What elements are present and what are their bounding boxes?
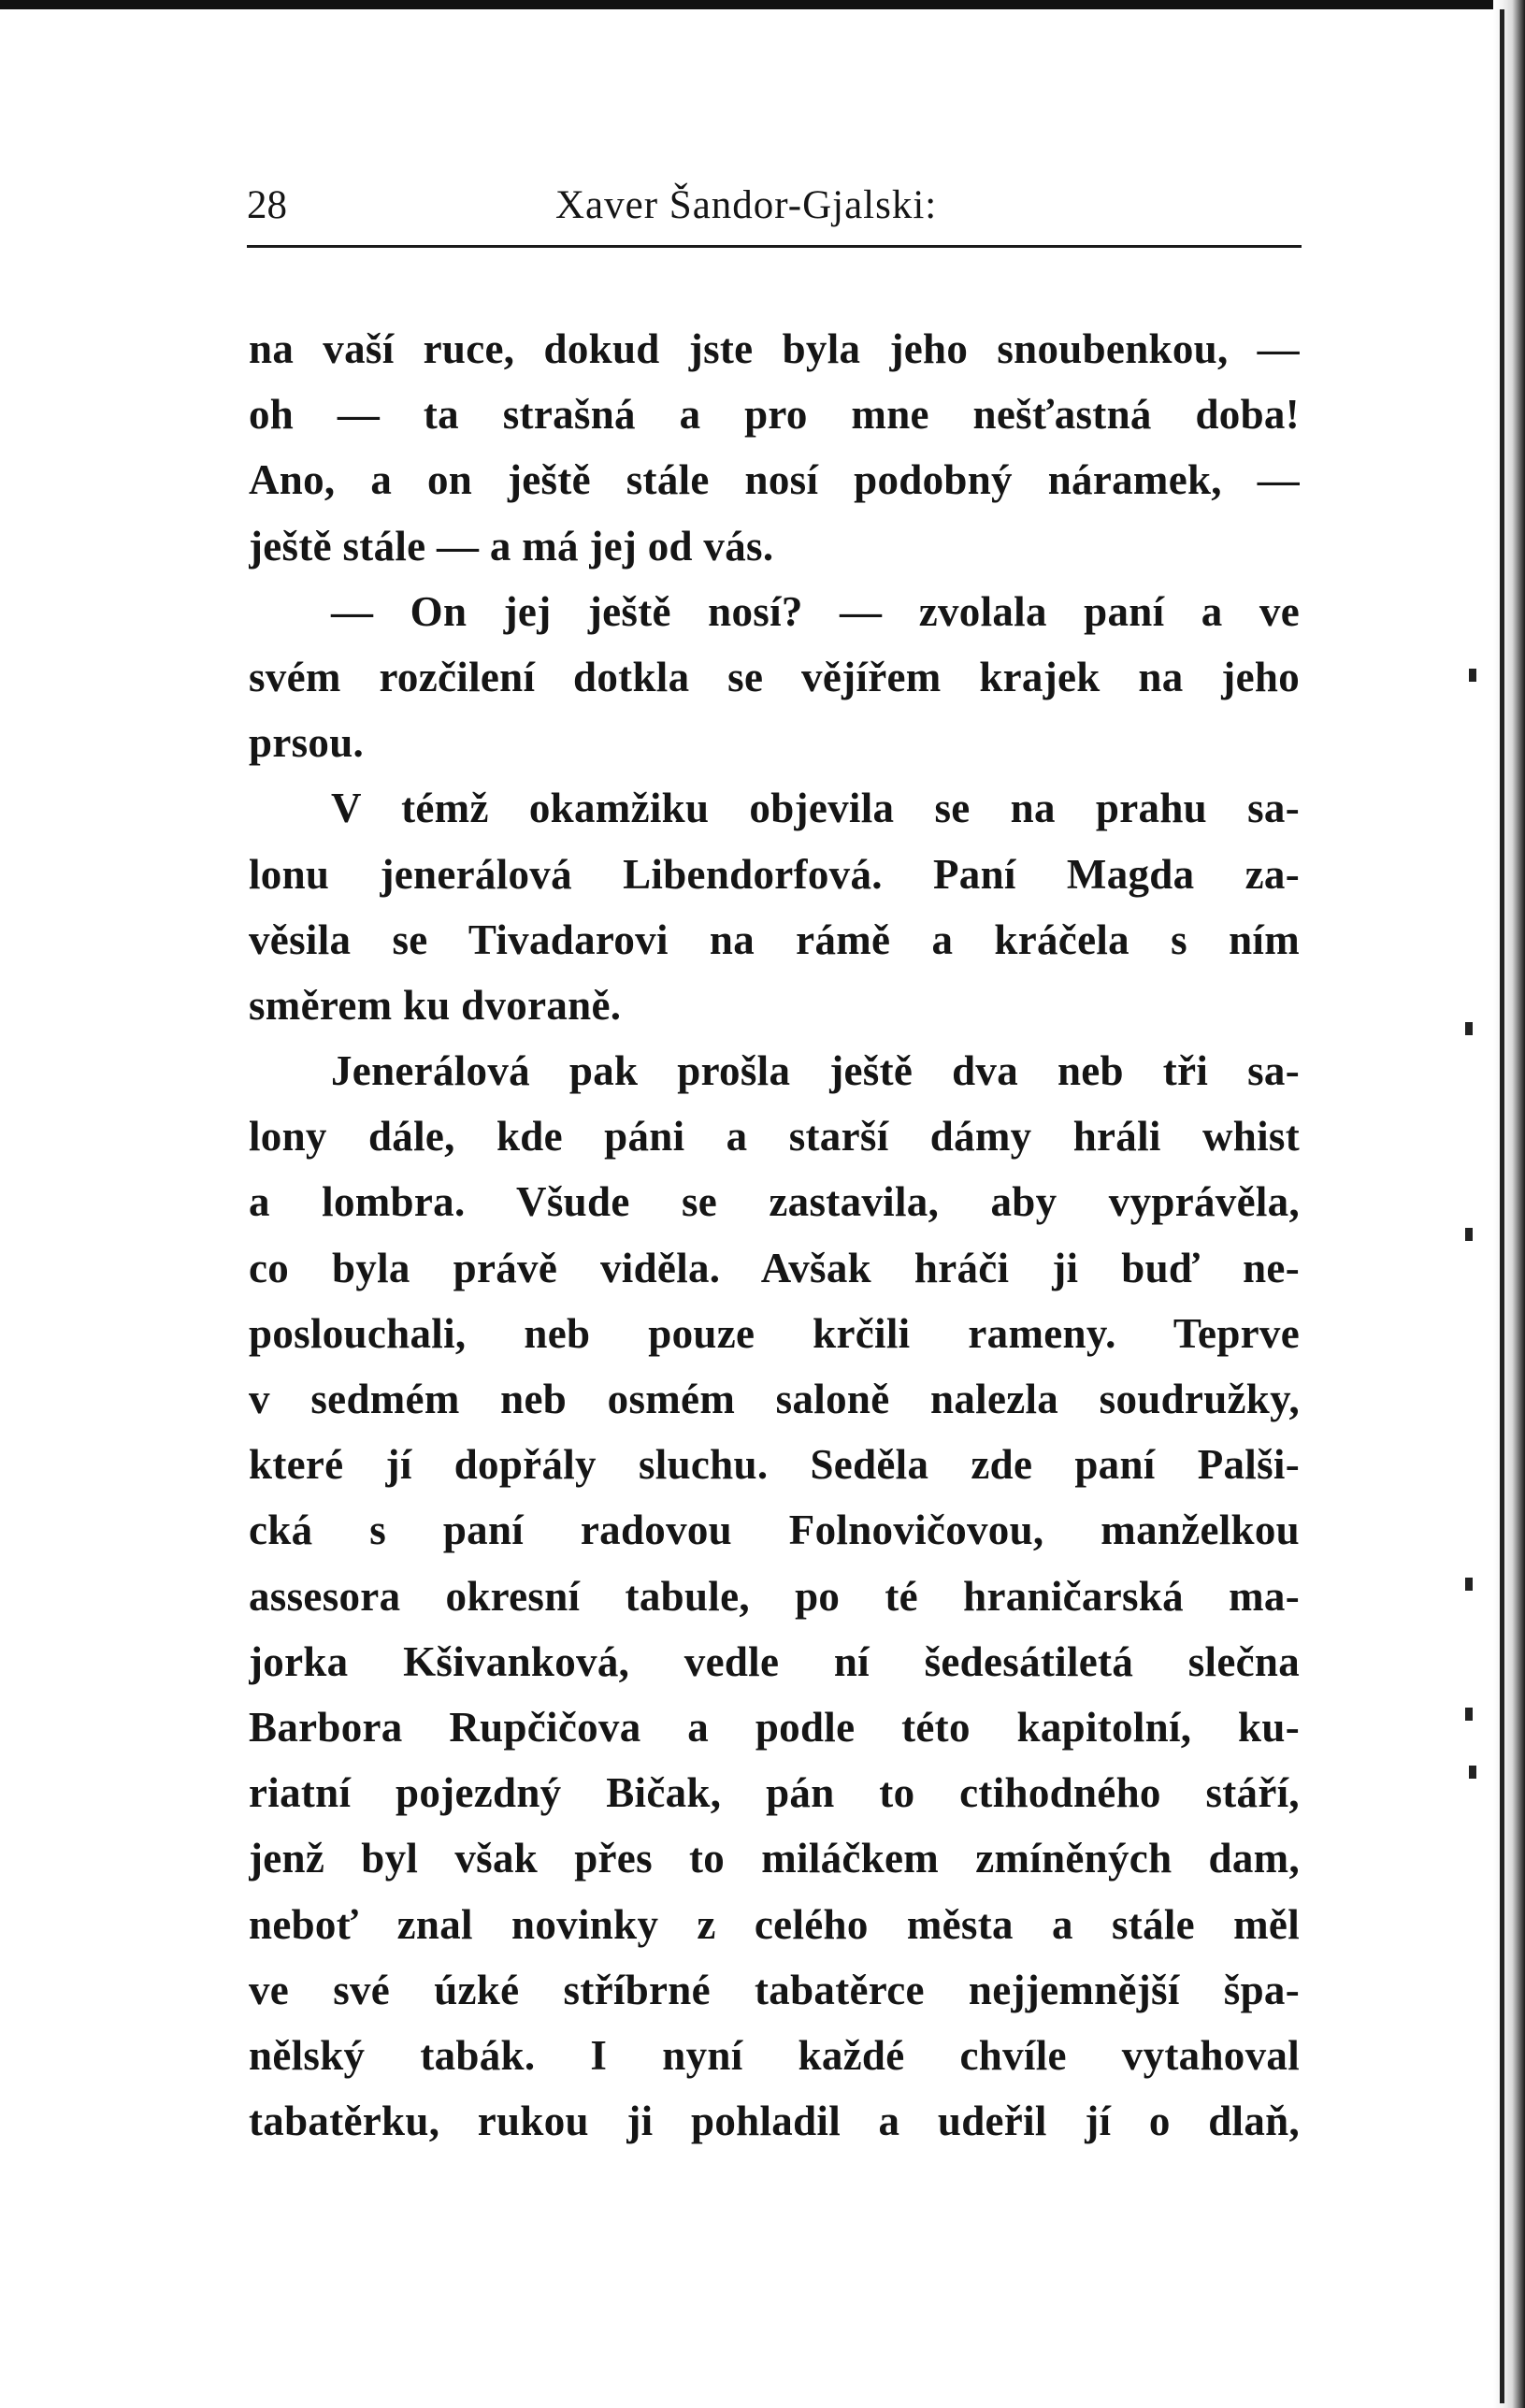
text-line: jorka Kšivanková, vedle ní šedesátiletá slečna xyxy=(249,1637,1300,1685)
text-line: ještě stále — a má jej od vás. xyxy=(249,522,774,570)
scan-binding-line xyxy=(1500,9,1504,2403)
text-line: ve své úzké stříbrné tabatěrce nejjemnější špa- xyxy=(249,1966,1300,2013)
text-line: — On jej ještě nosí? — zvolala paní a ve xyxy=(331,587,1300,635)
text-line: lonu jenerálová Libendorfová. Paní Magda za- xyxy=(249,850,1300,898)
text-line: na vaší ruce, dokud jste byla jeho snoubenkou, — xyxy=(249,325,1300,372)
page-number: 28 xyxy=(247,183,287,227)
margin-mark xyxy=(1465,1708,1473,1721)
body-text xyxy=(249,316,1300,2154)
text-line: Jenerálová pak prošla ještě dva neb tři sa- xyxy=(331,1047,1300,1095)
margin-mark xyxy=(1469,1766,1476,1779)
scan-top-border xyxy=(0,0,1525,9)
running-head xyxy=(247,182,1302,235)
text-line: jenž byl však přes to miláčkem zmíněných dam, xyxy=(249,1835,1300,1882)
text-line: tabatěrku, rukou ji pohladil a udeřil jí o dlaň, xyxy=(249,2098,1300,2145)
header-title: Xaver Šandor-Gjalski: xyxy=(555,183,938,227)
text-line: riatní pojezdný Bičak, pán to ctihodného stáří, xyxy=(249,1769,1300,1817)
scan-right-edge xyxy=(1493,0,1525,2408)
margin-mark xyxy=(1465,1228,1473,1241)
text-line: prsou. xyxy=(249,719,365,767)
text-line: které jí dopřály sluchu. Seděla zde paní Palši- xyxy=(249,1441,1300,1489)
text-line: svém rozčilení dotkla se vějířem krajek na jeho xyxy=(249,653,1300,700)
text-line: lony dále, kde páni a starší dámy hráli whist xyxy=(249,1113,1300,1161)
text-line: věsila se Tivadarovi na rámě a kráčela s ním xyxy=(249,916,1300,963)
text-line: nělský tabák. I nyní každé chvíle vytahoval xyxy=(249,2031,1300,2079)
text-line: assesora okresní tabule, po té hraničarská ma- xyxy=(249,1572,1300,1620)
text-line: oh — ta strašná a pro mne nešťastná doba! xyxy=(249,391,1300,439)
text-line: poslouchali, neb pouze krčili rameny. Teprve xyxy=(249,1309,1300,1357)
text-line: a lombra. Všude se zastavila, aby vyprávěla, xyxy=(249,1178,1300,1226)
text-line: co byla právě viděla. Avšak hráči ji buď ne- xyxy=(249,1244,1300,1291)
margin-mark xyxy=(1469,669,1476,682)
text-line: neboť znal novinky z celého města a stále měl xyxy=(249,1900,1300,1948)
text-line: Ano, a on ještě stále nosí podobný náramek, — xyxy=(249,456,1300,504)
text-line: V témž okamžiku objevila se na prahu sa- xyxy=(331,785,1300,832)
text-line: směrem ku dvoraně. xyxy=(249,981,622,1029)
margin-mark xyxy=(1465,1578,1473,1591)
text-line: v sedmém neb osmém saloně nalezla soudružky, xyxy=(249,1376,1300,1422)
text-line: cká s paní radovou Folnovičovou, manželkou xyxy=(249,1507,1300,1554)
margin-mark xyxy=(1465,1022,1473,1035)
text-line: Barbora Rupčičova a podle této kapitolní, ku- xyxy=(249,1703,1300,1751)
header-rule xyxy=(247,245,1302,248)
